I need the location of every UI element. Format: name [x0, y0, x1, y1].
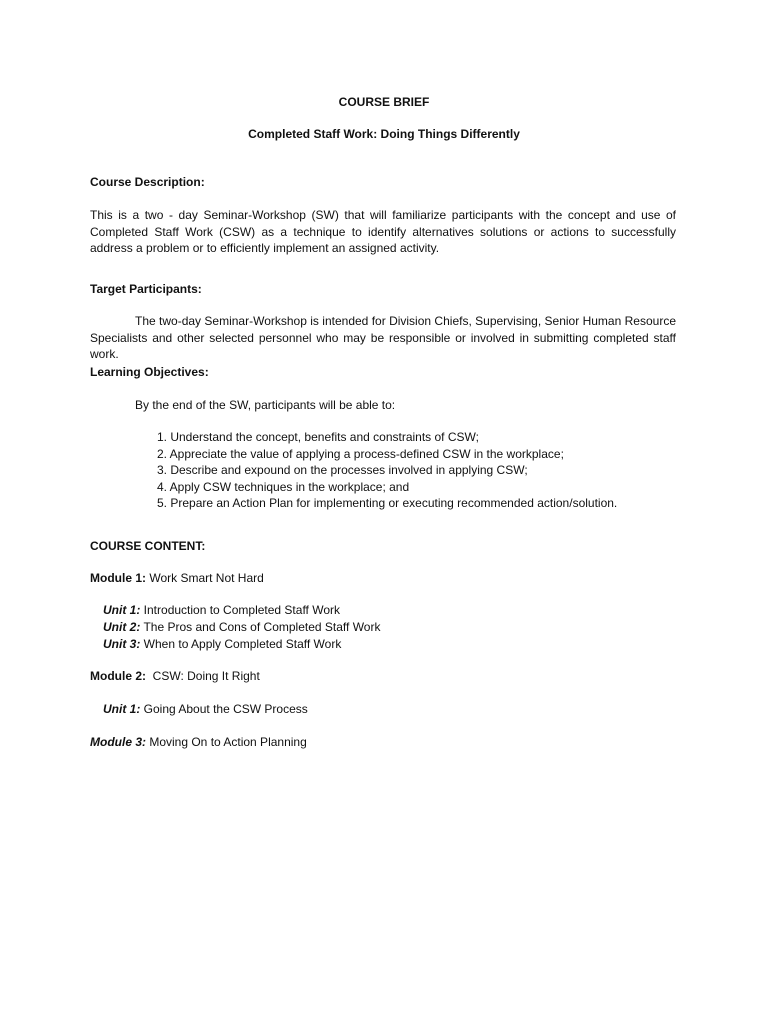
- course-description-text: This is a two - day Seminar-Workshop (SW) that will familiarize participants with the concept and use of Completed Staff Work (CSW) as a technique to identify alternatives solutions or actions to successfully address a problem or to efficiently implement an assigned activity.: [90, 208, 676, 255]
- document-title: COURSE BRIEF: [338, 95, 430, 109]
- module-2-label: Module 2:: [90, 669, 146, 683]
- objective-item: 5. Prepare an Action Plan for implementing or executing recommended action/solution.: [157, 496, 618, 510]
- course-description-heading: Course Description:: [90, 175, 205, 189]
- module-1-unit-2: [103, 619, 380, 636]
- unit-title: Introduction to Completed Staff Work: [140, 603, 341, 617]
- unit-label: Unit 1:: [103, 702, 141, 716]
- module-3-line: [90, 734, 307, 751]
- unit-title: Going About the CSW Process: [140, 702, 308, 716]
- unit-label: Unit 3:: [103, 637, 141, 651]
- unit-label: Unit 1:: [103, 603, 141, 617]
- module-2-title: CSW: Doing It Right: [146, 669, 260, 683]
- module-1-unit-3: [103, 636, 341, 653]
- unit-title: The Pros and Cons of Completed Staff Work: [140, 620, 381, 634]
- objectives-list: [157, 429, 717, 512]
- module-1-line: [90, 570, 264, 587]
- learning-objectives-heading: Learning Objectives:: [90, 365, 209, 379]
- module-2-line: [90, 668, 260, 685]
- course-content-heading: COURSE CONTENT:: [90, 539, 206, 553]
- objective-item: 1. Understand the concept, benefits and constraints of CSW;: [157, 430, 479, 444]
- objective-item: 4. Apply CSW techniques in the workplace; and: [157, 479, 410, 494]
- module-3-title: Moving On to Action Planning: [146, 735, 307, 749]
- objectives-intro: By the end of the SW, participants will be able to:: [135, 398, 396, 412]
- unit-title: When to Apply Completed Staff Work: [140, 637, 342, 651]
- module-1-unit-1: [103, 602, 340, 619]
- module-3-label: Module 3:: [90, 735, 146, 749]
- objective-item: 3. Describe and expound on the processes involved in applying CSW;: [157, 463, 528, 477]
- module-1-label: Module 1:: [90, 571, 146, 585]
- objective-item: 2. Appreciate the value of applying a process-defined CSW in the workplace;: [157, 446, 564, 461]
- unit-label: Unit 2:: [103, 620, 141, 634]
- document-subtitle: Completed Staff Work: Doing Things Differently: [248, 127, 520, 141]
- module-2-unit-1: [103, 701, 308, 718]
- module-1-title: Work Smart Not Hard: [146, 571, 264, 585]
- target-participants-text: The two-day Seminar-Workshop is intended for Division Chiefs, Supervising, Senior Human Resource Specialists and other selected personnel who may be responsible or involved in submitting completed staff work.: [90, 314, 676, 361]
- target-participants-heading: Target Participants:: [90, 282, 202, 296]
